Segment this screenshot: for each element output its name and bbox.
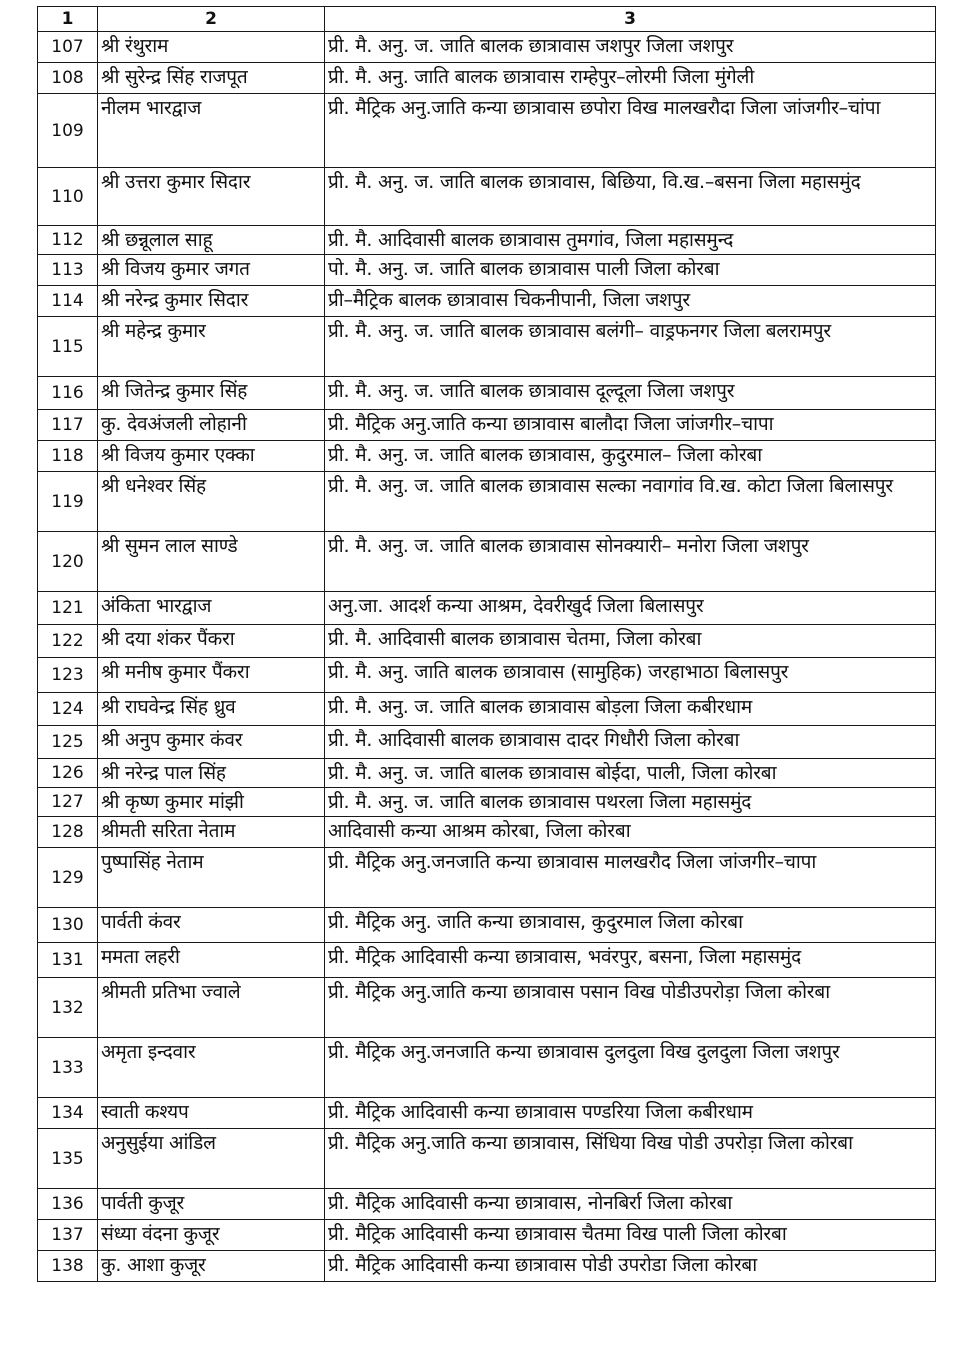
- serial-number-cell: 125: [38, 726, 98, 759]
- serial-number-cell: 130: [38, 908, 98, 943]
- column-header-2: 2: [98, 7, 325, 32]
- employee-name-cell: श्री विजय कुमार एक्का: [98, 441, 325, 472]
- serial-number-cell: 116: [38, 377, 98, 410]
- employee-name-cell: पार्वती कुजूर: [98, 1189, 325, 1220]
- hostel-address-cell: प्री–मैट्रिक बालक छात्रावास चिकनीपानी, जिला जशपुर: [325, 286, 936, 317]
- table-row: [38, 317, 936, 377]
- table-row: [38, 441, 936, 472]
- serial-number-cell: 114: [38, 286, 98, 317]
- employee-name-cell: कु. देवअंजली लोहानी: [98, 410, 325, 441]
- serial-number-cell: 135: [38, 1129, 98, 1189]
- employee-name-cell: श्री अनुप कुमार कंवर: [98, 726, 325, 759]
- employee-name-cell: संध्या वंदना कुजूर: [98, 1220, 325, 1251]
- hostel-address-cell: प्री. मैट्रिक अनु.जाति कन्या छात्रावास पसान विख पोडीउपरोड़ा जिला कोरबा: [325, 978, 936, 1038]
- employee-name-cell: श्री नरेन्द्र कुमार सिदार: [98, 286, 325, 317]
- serial-number-cell: 108: [38, 63, 98, 94]
- hostel-address-cell: प्री. मै. अनु. ज. जाति बालक छात्रावास जशपुर जिला जशपुर: [325, 32, 936, 63]
- hostel-address-cell: प्री. मै. अनु. जाति बालक छात्रावास राम्हेपुर–लोरमी जिला मुंगेली: [325, 63, 936, 94]
- employee-name-cell: पुष्पासिंह नेताम: [98, 848, 325, 908]
- serial-number-cell: 128: [38, 817, 98, 848]
- employee-name-cell: श्री सुमन लाल साण्डे: [98, 532, 325, 592]
- employee-name-cell: स्वाती कश्यप: [98, 1098, 325, 1129]
- serial-number-cell: 109: [38, 94, 98, 168]
- employee-name-cell: श्री दया शंकर पैंकरा: [98, 625, 325, 658]
- serial-number-cell: 138: [38, 1251, 98, 1282]
- hostel-address-cell: प्री. मैट्रिक आदिवासी कन्या छात्रावास पोडी उपरोडा जिला कोरबा: [325, 1251, 936, 1282]
- serial-number-cell: 134: [38, 1098, 98, 1129]
- table-row: [38, 94, 936, 168]
- hostel-address-cell: प्री. मैट्रिक अनु. जाति कन्या छात्रावास, कुदुरमाल जिला कोरबा: [325, 908, 936, 943]
- table-row: [38, 978, 936, 1038]
- serial-number-cell: 110: [38, 168, 98, 226]
- hostel-address-cell: प्री. मै. अनु. ज. जाति बालक छात्रावास सल्का नवागांव वि.ख. कोटा जिला बिलासपुर: [325, 472, 936, 532]
- table-row: [38, 943, 936, 978]
- serial-number-cell: 118: [38, 441, 98, 472]
- hostel-address-cell: प्री. मै. अनु. ज. जाति बालक छात्रावास बोईदा, पाली, जिला कोरबा: [325, 759, 936, 788]
- serial-number-cell: 121: [38, 592, 98, 625]
- serial-number-cell: 107: [38, 32, 98, 63]
- employee-name-cell: श्री नरेन्द्र पाल सिंह: [98, 759, 325, 788]
- hostel-address-cell: प्री. मै. अनु. ज. जाति बालक छात्रावास दूल्दूला जिला जशपुर: [325, 377, 936, 410]
- employee-name-cell: पार्वती कंवर: [98, 908, 325, 943]
- employee-name-cell: श्री सुरेन्द्र सिंह राजपूत: [98, 63, 325, 94]
- table-row: [38, 625, 936, 658]
- employee-name-cell: श्री उत्तरा कुमार सिदार: [98, 168, 325, 226]
- employee-name-cell: श्री जितेन्द्र कुमार सिंह: [98, 377, 325, 410]
- employee-name-cell: नीलम भारद्वाज: [98, 94, 325, 168]
- hostel-address-cell: प्री. मैट्रिक अनु.जाति कन्या छात्रावास छपोरा विख मालखरौदा जिला जांजगीर–चांपा: [325, 94, 936, 168]
- hostel-address-cell: प्री. मै. आदिवासी बालक छात्रावास चेतमा, जिला कोरबा: [325, 625, 936, 658]
- table-row: [38, 908, 936, 943]
- serial-number-cell: 126: [38, 759, 98, 788]
- serial-number-cell: 122: [38, 625, 98, 658]
- table-row: [38, 848, 936, 908]
- serial-number-cell: 115: [38, 317, 98, 377]
- table-row: [38, 1129, 936, 1189]
- hostel-address-cell: प्री. मैट्रिक अनु.जाति कन्या छात्रावास बालौदा जिला जांजगीर–चापा: [325, 410, 936, 441]
- serial-number-cell: 112: [38, 226, 98, 255]
- table-row: [38, 532, 936, 592]
- hostel-address-cell: प्री. मै. आदिवासी बालक छात्रावास तुमगांव, जिला महासमुन्द: [325, 226, 936, 255]
- table-row: [38, 1189, 936, 1220]
- serial-number-cell: 113: [38, 255, 98, 286]
- hostel-address-cell: प्री. मैट्रिक अनु.जनजाति कन्या छात्रावास मालखरौद जिला जांजगीर–चापा: [325, 848, 936, 908]
- table-row: [38, 592, 936, 625]
- employee-name-cell: श्री राघवेन्द्र सिंह ध्रुव: [98, 693, 325, 726]
- serial-number-cell: 132: [38, 978, 98, 1038]
- hostel-address-cell: प्री. मै. अनु. ज. जाति बालक छात्रावास, कुदुरमाल– जिला कोरबा: [325, 441, 936, 472]
- hostel-address-cell: प्री. मै. अनु. जाति बालक छात्रावास (सामुहिक) जरहाभाठा बिलासपुर: [325, 658, 936, 693]
- employee-name-cell: अमृता इन्दवार: [98, 1038, 325, 1098]
- table-row: [38, 658, 936, 693]
- hostel-address-cell: पो. मै. अनु. ज. जाति बालक छात्रावास पाली जिला कोरबा: [325, 255, 936, 286]
- employee-name-cell: श्री रंथुराम: [98, 32, 325, 63]
- hostel-address-cell: प्री. मैट्रिक आदिवासी कन्या छात्रावास, भवंरपुर, बसना, जिला महासमुंद: [325, 943, 936, 978]
- table-row: [38, 226, 936, 255]
- employee-name-cell: श्री छन्नूलाल साहू: [98, 226, 325, 255]
- employee-name-cell: कु. आशा कुजूर: [98, 1251, 325, 1282]
- employee-name-cell: श्रीमती प्रतिभा ज्वाले: [98, 978, 325, 1038]
- employee-name-cell: श्री धनेश्वर सिंह: [98, 472, 325, 532]
- table-row: [38, 726, 936, 759]
- hostel-address-cell: प्री. मैट्रिक अनु.जनजाति कन्या छात्रावास दुलदुला विख दुलदुला जिला जशपुर: [325, 1038, 936, 1098]
- table-row: [38, 1098, 936, 1129]
- employee-name-cell: श्री कृष्ण कुमार मांझी: [98, 788, 325, 817]
- hostel-staff-table: [37, 6, 936, 1282]
- hostel-address-cell: प्री. मैट्रिक अनु.जाति कन्या छात्रावास, सिंधिया विख पोडी उपरोड़ा जिला कोरबा: [325, 1129, 936, 1189]
- hostel-address-cell: प्री. मै. आदिवासी बालक छात्रावास दादर गिधौरी जिला कोरबा: [325, 726, 936, 759]
- employee-name-cell: श्रीमती सरिता नेताम: [98, 817, 325, 848]
- table-row: [38, 788, 936, 817]
- employee-name-cell: श्री विजय कुमार जगत: [98, 255, 325, 286]
- employee-name-cell: अनुसुईया आंडिल: [98, 1129, 325, 1189]
- table-row: [38, 32, 936, 63]
- table-row: [38, 472, 936, 532]
- table-row: [38, 817, 936, 848]
- table-row: [38, 255, 936, 286]
- column-header-3: 3: [325, 7, 936, 32]
- serial-number-cell: 123: [38, 658, 98, 693]
- hostel-address-cell: प्री. मैट्रिक आदिवासी कन्या छात्रावास चैतमा विख पाली जिला कोरबा: [325, 1220, 936, 1251]
- hostel-address-cell: अनु.जा. आदर्श कन्या आश्रम, देवरीखुर्द जिला बिलासपुर: [325, 592, 936, 625]
- table-row: [38, 693, 936, 726]
- table-row: [38, 168, 936, 226]
- serial-number-cell: 137: [38, 1220, 98, 1251]
- table-row: [38, 410, 936, 441]
- hostel-address-cell: प्री. मै. अनु. ज. जाति बालक छात्रावास पथरला जिला महासमुंद: [325, 788, 936, 817]
- table-row: [38, 286, 936, 317]
- hostel-address-cell: प्री. मै. अनु. ज. जाति बालक छात्रावास बोड़ला जिला कबीरधाम: [325, 693, 936, 726]
- serial-number-cell: 136: [38, 1189, 98, 1220]
- hostel-address-cell: प्री. मै. अनु. ज. जाति बालक छात्रावास, बिछिया, वि.ख.–बसना जिला महासमुंद: [325, 168, 936, 226]
- hostel-address-cell: प्री. मैट्रिक आदिवासी कन्या छात्रावास, नोनबिर्रा जिला कोरबा: [325, 1189, 936, 1220]
- employee-name-cell: अंकिता भारद्वाज: [98, 592, 325, 625]
- serial-number-cell: 131: [38, 943, 98, 978]
- table-row: [38, 377, 936, 410]
- hostel-address-cell: प्री. मै. अनु. ज. जाति बालक छात्रावास सोनक्यारी– मनोरा जिला जशपुर: [325, 532, 936, 592]
- serial-number-cell: 117: [38, 410, 98, 441]
- serial-number-cell: 129: [38, 848, 98, 908]
- table-header-row: [38, 7, 936, 32]
- table-row: [38, 1220, 936, 1251]
- table-body: [38, 32, 936, 1282]
- hostel-address-cell: आदिवासी कन्या आश्रम कोरबा, जिला कोरबा: [325, 817, 936, 848]
- employee-name-cell: श्री महेन्द्र कुमार: [98, 317, 325, 377]
- table-row: [38, 759, 936, 788]
- serial-number-cell: 133: [38, 1038, 98, 1098]
- employee-name-cell: श्री मनीष कुमार पैंकरा: [98, 658, 325, 693]
- employee-name-cell: ममता लहरी: [98, 943, 325, 978]
- table-row: [38, 1251, 936, 1282]
- hostel-address-cell: प्री. मैट्रिक आदिवासी कन्या छात्रावास पण्डरिया जिला कबीरधाम: [325, 1098, 936, 1129]
- hostel-address-cell: प्री. मै. अनु. ज. जाति बालक छात्रावास बलंगी– वाड्रफनगर जिला बलरामपुर: [325, 317, 936, 377]
- table-row: [38, 1038, 936, 1098]
- column-header-1: 1: [38, 7, 98, 32]
- table-row: [38, 63, 936, 94]
- serial-number-cell: 120: [38, 532, 98, 592]
- serial-number-cell: 127: [38, 788, 98, 817]
- serial-number-cell: 119: [38, 472, 98, 532]
- serial-number-cell: 124: [38, 693, 98, 726]
- document-page: [37, 6, 935, 1282]
